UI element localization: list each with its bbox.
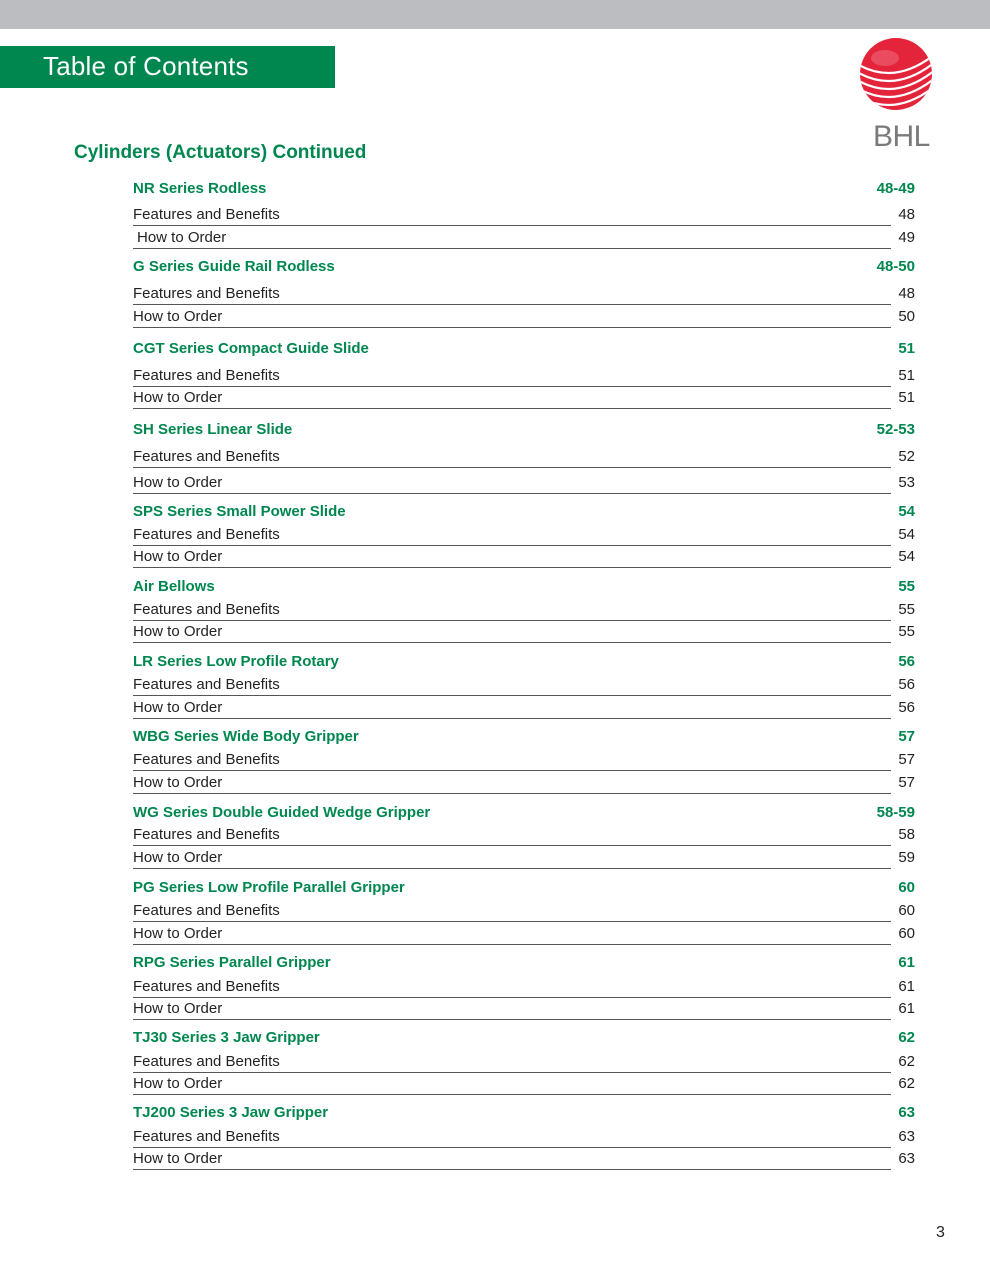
toc-row[interactable] (133, 364, 915, 386)
row-page: 52 (898, 448, 915, 465)
row-page: 59 (898, 849, 915, 866)
toc-row[interactable] (133, 673, 915, 695)
toc-group-heading[interactable] (133, 1102, 915, 1122)
row-page: 51 (898, 389, 915, 406)
group-pages: 55 (898, 578, 915, 595)
toc-group-heading[interactable] (133, 877, 915, 897)
row-divider (133, 408, 891, 409)
toc-row[interactable] (133, 545, 915, 567)
toc-group-heading[interactable] (133, 651, 915, 671)
page-number: 3 (936, 1224, 945, 1241)
toc-row[interactable] (133, 203, 915, 225)
toc-row[interactable] (133, 997, 915, 1019)
row-label: Features and Benefits (133, 448, 280, 465)
group-pages: 48-50 (876, 258, 915, 275)
group-title: SH Series Linear Slide (133, 421, 293, 438)
group-title: Air Bellows (133, 578, 215, 595)
row-label: How to Order (133, 699, 223, 716)
toc-row[interactable] (133, 226, 915, 248)
row-page: 51 (898, 367, 915, 384)
group-title: NR Series Rodless (133, 180, 267, 197)
toc-group-heading[interactable] (133, 802, 915, 822)
group-pages: 62 (898, 1029, 915, 1046)
row-divider (133, 1094, 891, 1095)
row-page: 48 (898, 285, 915, 302)
group-pages: 63 (898, 1104, 915, 1121)
row-label: Features and Benefits (133, 367, 280, 384)
row-divider (133, 793, 891, 794)
row-page: 60 (898, 902, 915, 919)
row-label: How to Order (133, 308, 223, 325)
toc-row[interactable] (133, 1147, 915, 1169)
row-label: How to Order (133, 1150, 223, 1167)
row-page: 57 (898, 774, 915, 791)
group-title: G Series Guide Rail Rodless (133, 258, 335, 275)
group-pages: 54 (898, 503, 915, 520)
toc-group-heading[interactable] (133, 576, 915, 596)
row-label: Features and Benefits (133, 751, 280, 768)
row-label: Features and Benefits (133, 1128, 280, 1145)
toc-group-heading[interactable] (133, 952, 915, 972)
toc-row[interactable] (133, 471, 915, 493)
group-pages: 51 (898, 340, 915, 357)
row-page: 54 (898, 548, 915, 565)
row-label: Features and Benefits (133, 978, 280, 995)
toc-row[interactable] (133, 1072, 915, 1094)
row-label: Features and Benefits (133, 1053, 280, 1070)
row-page: 54 (898, 526, 915, 543)
group-pages: 57 (898, 728, 915, 745)
group-title: WG Series Double Guided Wedge Gripper (133, 804, 431, 821)
toc-row[interactable] (133, 696, 915, 718)
row-divider (133, 467, 891, 468)
row-page: 53 (898, 474, 915, 491)
title-banner (0, 46, 335, 88)
group-pages: 48-49 (876, 180, 915, 197)
row-page: 58 (898, 826, 915, 843)
row-page: 63 (898, 1128, 915, 1145)
row-divider (133, 944, 891, 945)
row-label: How to Order (133, 1075, 223, 1092)
toc-row[interactable] (133, 598, 915, 620)
row-label: How to Order (133, 774, 223, 791)
row-page: 62 (898, 1075, 915, 1092)
toc-group-heading[interactable] (133, 419, 915, 439)
row-divider (133, 1019, 891, 1020)
toc-group-heading[interactable] (133, 1027, 915, 1047)
group-title: WBG Series Wide Body Gripper (133, 728, 359, 745)
row-page: 61 (898, 1000, 915, 1017)
row-label: How to Order (133, 925, 223, 942)
row-divider (133, 1169, 891, 1170)
row-label: How to Order (133, 548, 223, 565)
group-title: RPG Series Parallel Gripper (133, 954, 331, 971)
row-label: Features and Benefits (133, 902, 280, 919)
row-page: 57 (898, 751, 915, 768)
row-label: Features and Benefits (133, 601, 280, 618)
row-page: 55 (898, 601, 915, 618)
group-title: CGT Series Compact Guide Slide (133, 340, 369, 357)
top-bar (0, 0, 990, 29)
row-label: How to Order (133, 1000, 223, 1017)
group-title: TJ30 Series 3 Jaw Gripper (133, 1029, 320, 1046)
toc-row[interactable] (133, 305, 915, 327)
group-title: PG Series Low Profile Parallel Gripper (133, 879, 405, 896)
group-pages: 60 (898, 879, 915, 896)
toc-row[interactable] (133, 1050, 915, 1072)
toc-row[interactable] (133, 823, 915, 845)
row-divider (133, 868, 891, 869)
row-page: 56 (898, 676, 915, 693)
row-page: 48 (898, 206, 915, 223)
toc-row[interactable] (133, 899, 915, 921)
toc-group-heading[interactable] (133, 256, 915, 276)
row-label: How to Order (133, 849, 223, 866)
toc-row[interactable] (133, 846, 915, 868)
row-divider (133, 327, 891, 328)
group-title: TJ200 Series 3 Jaw Gripper (133, 1104, 329, 1121)
toc-row[interactable] (133, 386, 915, 408)
logo-text: BHL (873, 120, 930, 153)
row-page: 49 (898, 229, 915, 246)
section-heading: Cylinders (Actuators) Continued (74, 142, 367, 163)
toc-row[interactable] (133, 282, 915, 304)
row-label: Features and Benefits (133, 206, 280, 223)
row-page: 62 (898, 1053, 915, 1070)
row-page: 55 (898, 623, 915, 640)
row-divider (133, 642, 891, 643)
toc-group-heading[interactable] (133, 338, 915, 358)
group-pages: 58-59 (876, 804, 915, 821)
row-label: Features and Benefits (133, 676, 280, 693)
group-title: SPS Series Small Power Slide (133, 503, 346, 520)
row-label: How to Order (137, 229, 227, 246)
row-page: 61 (898, 978, 915, 995)
row-page: 60 (898, 925, 915, 942)
group-pages: 61 (898, 954, 915, 971)
row-page: 63 (898, 1150, 915, 1167)
toc-group-heading[interactable] (133, 501, 915, 521)
page-title: Table of Contents (43, 51, 249, 81)
group-title: LR Series Low Profile Rotary (133, 653, 339, 670)
row-label: Features and Benefits (133, 526, 280, 543)
row-divider (133, 567, 891, 568)
toc-group-heading[interactable] (133, 726, 915, 746)
toc-group-heading[interactable] (133, 178, 915, 198)
group-pages: 56 (898, 653, 915, 670)
row-label: How to Order (133, 389, 223, 406)
toc-row[interactable] (133, 771, 915, 793)
row-label: Features and Benefits (133, 826, 280, 843)
toc-row[interactable] (133, 922, 915, 944)
row-label: How to Order (133, 623, 223, 640)
toc-row[interactable] (133, 523, 915, 545)
toc-row[interactable] (133, 620, 915, 642)
row-label: How to Order (133, 474, 223, 491)
row-divider (133, 493, 891, 494)
row-divider (133, 718, 891, 719)
group-pages: 52-53 (876, 421, 915, 438)
toc-row[interactable] (133, 975, 915, 997)
row-label: Features and Benefits (133, 285, 280, 302)
toc-row[interactable] (133, 748, 915, 770)
toc-row[interactable] (133, 1125, 915, 1147)
row-divider (133, 248, 891, 249)
toc-row[interactable] (133, 445, 915, 467)
row-page: 56 (898, 699, 915, 716)
row-page: 50 (898, 308, 915, 325)
